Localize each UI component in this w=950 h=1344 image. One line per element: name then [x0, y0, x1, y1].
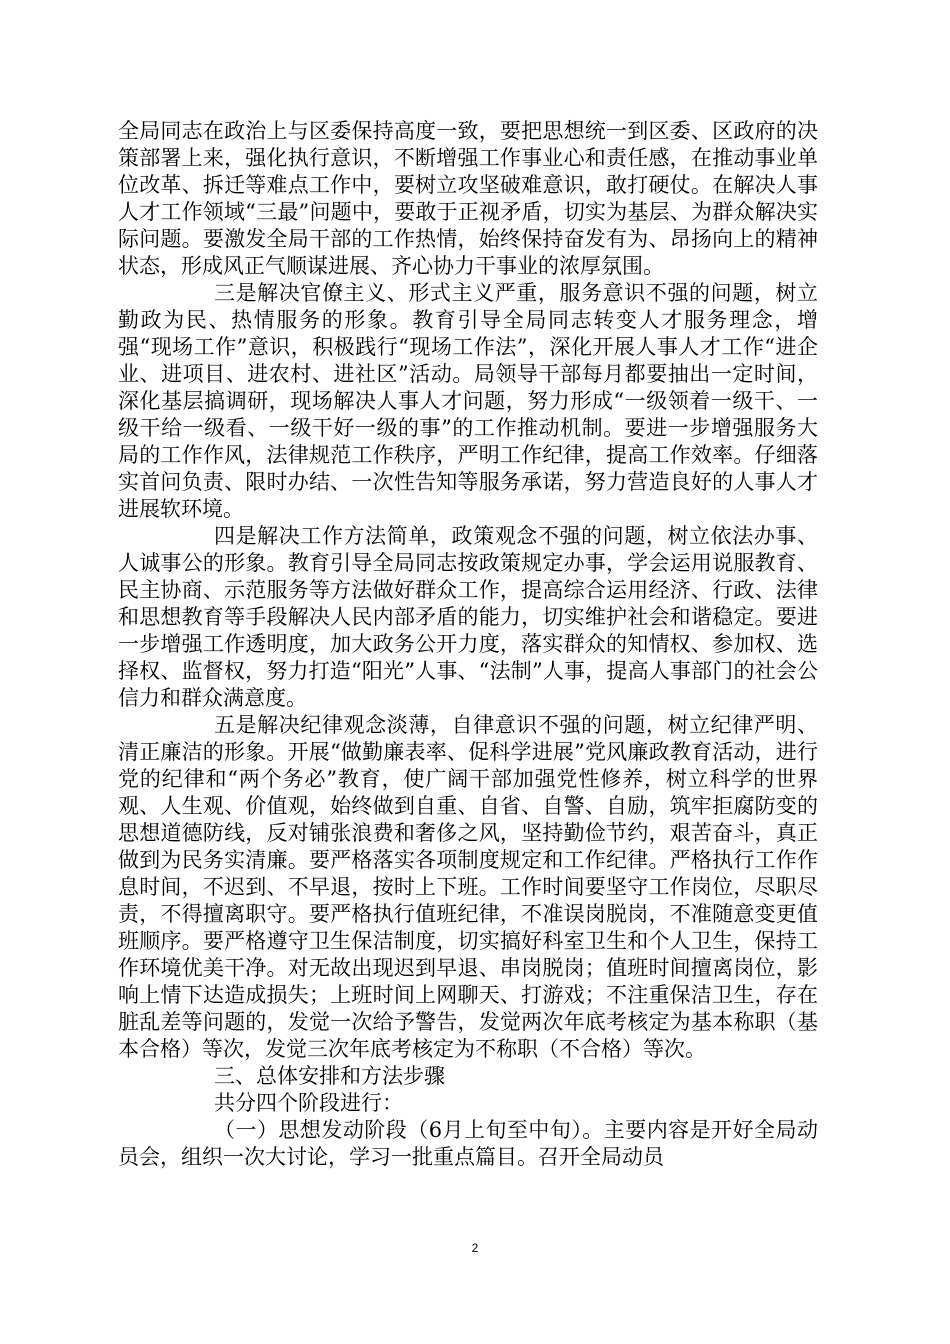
page-number: 2: [471, 1241, 479, 1255]
paragraph-point-three: 三是解决官僚主义、形式主义严重，服务意识不强的问题，树立勤政为民、热情服务的形象。教育引导全局同志转变人才服务理念，增强“现场工作”意识，积极践行“现场工作法”，深化开展人事人才工作“进企业、进项目、进农村、进社区”活动。局领导干部每月都要抽出一定时间，深化基层搞调研，现场解决人事人才问题，努力形成“一级领着一级干、一级干给一级看、一级干好一级的事”的工作推动机制。要进一步增强服务大局的工作作风，法律规范工作秩序，严明工作纪律，提高工作效率。仔细落实首问负责、限时办结、一次性告知等服务承诺，努力营造良好的人事人才进展软环境。: [118, 281, 818, 521]
paragraph-four-stages: 共分四个阶段进行：: [214, 1091, 403, 1115]
paragraph-stage-one: （一）思想发动阶段（6月上旬至中旬）。主要内容是开好全局动员会，组织一次大讨论，学习一批重点篇目。召开全局动员: [118, 1118, 818, 1169]
paragraph-point-five: 五是解决纪律观念淡薄，自律意识不强的问题，树立纪律严明、清正廉洁的形象。开展“做勤廉表率、促科学进展”党风廉政教育活动，进行党的纪律和“两个务必”教育，使广阔干部加强党性修养，树立科学的世界观、人生观、价值观，始终做到自重、自省、自警、自励，筑牢拒腐防变的思想道德防线，反对铺张浪费和奢侈之风，坚持勤俭节约，艰苦奋斗，真正做到为民务实清廉。要严格落实各项制度规定和工作纪律。严格执行工作作息时间，不迟到、不早退，按时上下班。工作时间要坚守工作岗位，尽职尽责，不得擅离职守。要严格执行值班纪律，不准误岗脱岗，不准随意变更值班顺序。要严格遵守卫生保洁制度，切实搞好科室卫生和个人卫生，保持工作环境优美干净。对无故出现迟到早退、串岗脱岗；值班时间擅离岗位，影响上情下达造成损失；上班时间上网聊天、打游戏；不注重保洁卫生，存在脏乱差等问题的，发觉一次给予警告，发觉两次年底考核定为基本称职（基本合格）等次，发觉三次年底考核定为不称职（不合格）等次。: [118, 713, 818, 1061]
document-body: [118, 118, 818, 1171]
paragraph-point-four: 四是解决工作方法简单，政策观念不强的问题，树立依法办事、人诚事公的形象。教育引导全局同志按政策规定办事，学会运用说服教育、民主协商、示范服务等方法做好群众工作，提高综合运用经济、行政、法律和思想教育等手段解决人民内部矛盾的能力，切实维护社会和谐稳定。要进一步增强工作透明度，加大政务公开力度，落实群众的知情权、参加权、选择权、监督权，努力打造“阳光”人事、“法制”人事，提高人事部门的社会公信力和群众满意度。: [118, 524, 818, 710]
section-heading-three: 三、总体安排和方法步骤: [214, 1064, 445, 1088]
paragraph-continuation: 全局同志在政治上与区委保持高度一致，要把思想统一到区委、区政府的决策部署上来，强化执行意识，不断增强工作事业心和责任感，在推动事业单位改革、拆迁等难点工作中，要树立攻坚破难意识，敢打硬仗。在解决人事人才工作领域“三最”问题中，要敢于正视矛盾，切实为基层、为群众解决实际问题。要激发全局干部的工作热情，始终保持奋发有为、昂扬向上的精神状态，形成风正气顺谋进展、齐心协力干事业的浓厚氛围。: [118, 119, 818, 278]
